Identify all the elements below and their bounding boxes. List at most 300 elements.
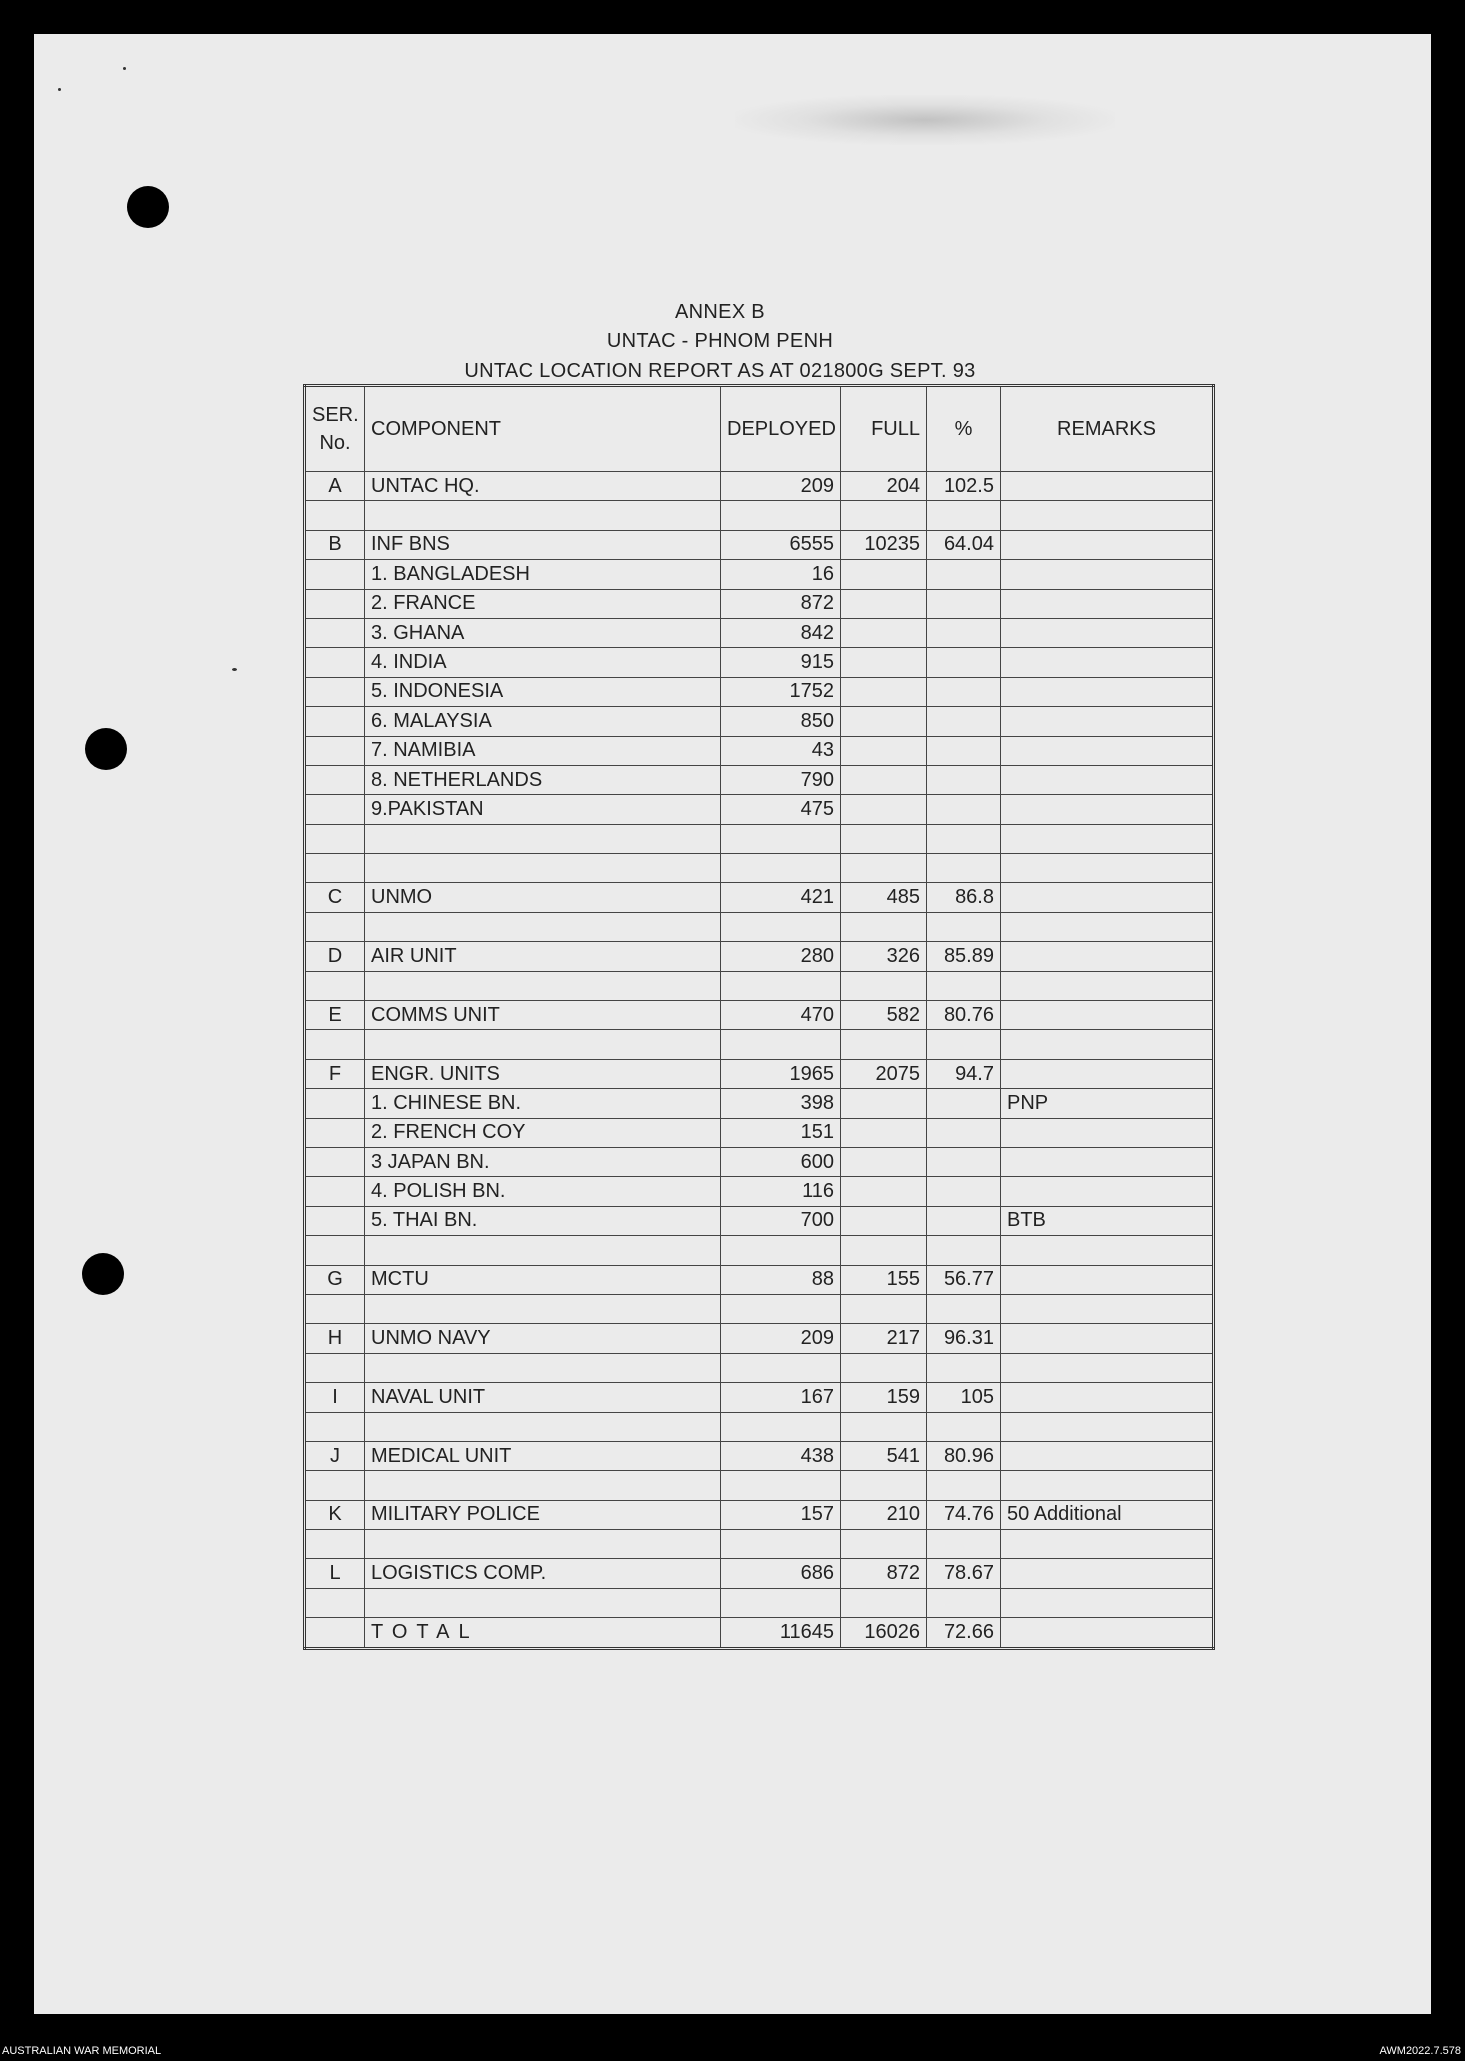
row-full-cell <box>841 589 927 618</box>
table-row <box>305 1030 1214 1059</box>
row-full-cell <box>841 1206 927 1235</box>
row-full-cell <box>841 736 927 765</box>
row-deployed-cell <box>721 1471 841 1500</box>
row-remarks-cell <box>1001 1441 1214 1470</box>
row-remarks-cell <box>1001 736 1214 765</box>
row-full-cell: 541 <box>841 1441 927 1470</box>
total-label: TOTAL <box>365 1618 721 1648</box>
row-full-cell: 10235 <box>841 530 927 559</box>
row-deployed-cell <box>721 854 841 883</box>
row-full-cell <box>841 795 927 824</box>
row-deployed-cell: 157 <box>721 1500 841 1529</box>
row-ser-cell <box>305 501 365 530</box>
row-ser-cell <box>305 1118 365 1147</box>
row-percent-cell <box>927 1294 1001 1323</box>
punch-hole-bottom <box>82 1253 124 1295</box>
photocopy-smudge <box>735 95 1115 145</box>
row-full-cell: 872 <box>841 1559 927 1588</box>
row-ser-cell <box>305 912 365 941</box>
row-percent-cell <box>927 1236 1001 1265</box>
row-remarks-cell <box>1001 707 1214 736</box>
row-ser-cell <box>305 1030 365 1059</box>
row-percent-cell <box>927 1147 1001 1176</box>
row-ser-cell <box>305 1294 365 1323</box>
row-ser-cell <box>305 971 365 1000</box>
table-row <box>305 883 1214 912</box>
row-component-cell: 1. BANGLADESH <box>365 560 721 589</box>
table-row <box>305 472 1214 501</box>
row-component-cell <box>365 854 721 883</box>
table-row <box>305 824 1214 853</box>
row-full-cell: 2075 <box>841 1059 927 1088</box>
row-component-cell: UNTAC HQ. <box>365 472 721 501</box>
row-component-cell: 7. NAMIBIA <box>365 736 721 765</box>
row-full-cell: 155 <box>841 1265 927 1294</box>
table-row <box>305 501 1214 530</box>
row-deployed-cell: 475 <box>721 795 841 824</box>
row-full-cell: 204 <box>841 472 927 501</box>
row-remarks-cell <box>1001 1001 1214 1030</box>
annex-title: ANNEX B <box>675 301 765 323</box>
row-percent-cell <box>927 824 1001 853</box>
total-remarks <box>1001 1618 1214 1648</box>
table-row <box>305 1383 1214 1412</box>
row-component-cell: MEDICAL UNIT <box>365 1441 721 1470</box>
row-deployed-cell <box>721 1030 841 1059</box>
row-component-cell: 8. NETHERLANDS <box>365 765 721 794</box>
row-percent-cell: 86.8 <box>927 883 1001 912</box>
row-deployed-cell <box>721 1588 841 1617</box>
table-row <box>305 1353 1214 1382</box>
row-component-cell: UNMO NAVY <box>365 1324 721 1353</box>
row-remarks-cell <box>1001 1177 1214 1206</box>
row-deployed-cell: 700 <box>721 1206 841 1235</box>
row-component-cell <box>365 1471 721 1500</box>
row-full-cell: 485 <box>841 883 927 912</box>
row-ser-cell: L <box>305 1559 365 1588</box>
row-remarks-cell <box>1001 1147 1214 1176</box>
row-ser-cell: C <box>305 883 365 912</box>
table-row <box>305 1441 1214 1470</box>
row-deployed-cell: 6555 <box>721 530 841 559</box>
punch-hole-middle <box>85 728 127 770</box>
row-percent-cell <box>927 589 1001 618</box>
row-percent-cell <box>927 912 1001 941</box>
row-deployed-cell <box>721 1412 841 1441</box>
table-row <box>305 1412 1214 1441</box>
row-percent-cell <box>927 1206 1001 1235</box>
row-ser-cell <box>305 1588 365 1617</box>
table-row <box>305 1588 1214 1617</box>
row-ser-cell <box>305 1177 365 1206</box>
row-deployed-cell: 280 <box>721 942 841 971</box>
row-component-cell: 4. POLISH BN. <box>365 1177 721 1206</box>
row-deployed-cell: 438 <box>721 1441 841 1470</box>
row-full-cell: 326 <box>841 942 927 971</box>
row-percent-cell: 74.76 <box>927 1500 1001 1529</box>
row-component-cell: 2. FRENCH COY <box>365 1118 721 1147</box>
row-ser-cell <box>305 824 365 853</box>
row-percent-cell <box>927 1588 1001 1617</box>
total-ser-cell <box>305 1618 365 1648</box>
row-ser-cell <box>305 736 365 765</box>
row-deployed-cell: 167 <box>721 1383 841 1412</box>
row-full-cell <box>841 1294 927 1323</box>
row-ser-cell <box>305 618 365 647</box>
row-component-cell: 1. CHINESE BN. <box>365 1089 721 1118</box>
row-percent-cell: 78.67 <box>927 1559 1001 1588</box>
row-remarks-cell <box>1001 883 1214 912</box>
table-row <box>305 1500 1214 1529</box>
row-percent-cell: 64.04 <box>927 530 1001 559</box>
row-full-cell: 210 <box>841 1500 927 1529</box>
full-header: FULL <box>841 386 927 472</box>
row-component-cell: 5. INDONESIA <box>365 677 721 706</box>
deployed-header: DEPLOYED <box>721 386 841 472</box>
row-deployed-cell: 209 <box>721 472 841 501</box>
row-ser-cell: F <box>305 1059 365 1088</box>
footer-institution: AUSTRALIAN WAR MEMORIAL <box>2 2045 162 2057</box>
row-deployed-cell: 470 <box>721 1001 841 1030</box>
row-deployed-cell: 16 <box>721 560 841 589</box>
row-component-cell <box>365 824 721 853</box>
row-ser-cell: K <box>305 1500 365 1529</box>
table-row <box>305 1236 1214 1265</box>
table-row <box>305 971 1214 1000</box>
table-row <box>305 1324 1214 1353</box>
row-percent-cell <box>927 971 1001 1000</box>
row-percent-cell: 56.77 <box>927 1265 1001 1294</box>
row-full-cell <box>841 1471 927 1500</box>
table-row <box>305 736 1214 765</box>
row-component-cell: 3. GHANA <box>365 618 721 647</box>
table-row <box>305 1530 1214 1559</box>
row-component-cell <box>365 1294 721 1323</box>
row-ser-cell <box>305 1412 365 1441</box>
row-remarks-cell <box>1001 560 1214 589</box>
row-component-cell <box>365 1236 721 1265</box>
row-full-cell <box>841 501 927 530</box>
row-component-cell: 9.PAKISTAN <box>365 795 721 824</box>
row-component-cell: MILITARY POLICE <box>365 1500 721 1529</box>
row-remarks-cell <box>1001 1559 1214 1588</box>
row-percent-cell <box>927 1530 1001 1559</box>
row-component-cell: LOGISTICS COMP. <box>365 1559 721 1588</box>
row-deployed-cell: 915 <box>721 648 841 677</box>
row-deployed-cell: 209 <box>721 1324 841 1353</box>
row-full-cell <box>841 1530 927 1559</box>
row-full-cell <box>841 912 927 941</box>
row-ser-cell <box>305 1530 365 1559</box>
row-remarks-cell <box>1001 1588 1214 1617</box>
row-full-cell <box>841 1353 927 1382</box>
row-remarks-cell <box>1001 1530 1214 1559</box>
remarks-header: REMARKS <box>1001 386 1214 472</box>
speck <box>58 88 61 91</box>
row-percent-cell <box>927 795 1001 824</box>
row-percent-cell <box>927 618 1001 647</box>
row-remarks-cell <box>1001 1030 1214 1059</box>
row-full-cell <box>841 1177 927 1206</box>
row-ser-cell <box>305 854 365 883</box>
row-full-cell <box>841 1588 927 1617</box>
row-ser-cell: J <box>305 1441 365 1470</box>
row-percent-cell <box>927 501 1001 530</box>
row-percent-cell: 96.31 <box>927 1324 1001 1353</box>
row-full-cell <box>841 765 927 794</box>
row-deployed-cell: 151 <box>721 1118 841 1147</box>
row-ser-cell <box>305 677 365 706</box>
row-ser-cell: E <box>305 1001 365 1030</box>
row-component-cell <box>365 1588 721 1617</box>
row-remarks-cell <box>1001 1324 1214 1353</box>
row-ser-cell <box>305 707 365 736</box>
total-percent: 72.66 <box>927 1618 1001 1648</box>
table-row <box>305 1059 1214 1088</box>
table-row <box>305 707 1214 736</box>
row-remarks-cell <box>1001 1471 1214 1500</box>
row-percent-cell <box>927 1030 1001 1059</box>
row-percent-cell <box>927 1177 1001 1206</box>
row-remarks-cell <box>1001 1059 1214 1088</box>
row-full-cell <box>841 677 927 706</box>
row-percent-cell: 94.7 <box>927 1059 1001 1088</box>
row-full-cell: 582 <box>841 1001 927 1030</box>
row-remarks-cell <box>1001 1412 1214 1441</box>
table-row <box>305 942 1214 971</box>
row-full-cell <box>841 1236 927 1265</box>
row-deployed-cell <box>721 971 841 1000</box>
row-ser-cell <box>305 1353 365 1382</box>
row-full-cell: 217 <box>841 1324 927 1353</box>
row-ser-cell: D <box>305 942 365 971</box>
row-deployed-cell <box>721 824 841 853</box>
row-ser-cell <box>305 1089 365 1118</box>
speck <box>232 668 237 671</box>
row-ser-cell: G <box>305 1265 365 1294</box>
row-percent-cell <box>927 1412 1001 1441</box>
row-full-cell <box>841 707 927 736</box>
table-row <box>305 1559 1214 1588</box>
row-component-cell: UNMO <box>365 883 721 912</box>
row-component-cell: 6. MALAYSIA <box>365 707 721 736</box>
table-row <box>305 1177 1214 1206</box>
row-deployed-cell: 43 <box>721 736 841 765</box>
row-remarks-cell <box>1001 971 1214 1000</box>
row-deployed-cell: 1965 <box>721 1059 841 1088</box>
row-deployed-cell: 398 <box>721 1089 841 1118</box>
row-deployed-cell: 421 <box>721 883 841 912</box>
row-remarks-cell <box>1001 1118 1214 1147</box>
total-full: 16026 <box>841 1618 927 1648</box>
row-percent-cell: 105 <box>927 1383 1001 1412</box>
row-percent-cell: 80.96 <box>927 1441 1001 1470</box>
row-full-cell <box>841 648 927 677</box>
row-component-cell <box>365 971 721 1000</box>
table-row <box>305 677 1214 706</box>
row-component-cell: 5. THAI BN. <box>365 1206 721 1235</box>
row-full-cell <box>841 854 927 883</box>
row-deployed-cell <box>721 1294 841 1323</box>
row-percent-cell: 85.89 <box>927 942 1001 971</box>
row-full-cell <box>841 971 927 1000</box>
row-remarks-cell <box>1001 1265 1214 1294</box>
row-ser-cell <box>305 648 365 677</box>
row-percent-cell <box>927 560 1001 589</box>
row-deployed-cell: 116 <box>721 1177 841 1206</box>
row-remarks-cell <box>1001 765 1214 794</box>
total-row <box>305 1618 1214 1648</box>
ser-no-header <box>305 386 365 472</box>
speck <box>123 67 126 70</box>
row-percent-cell <box>927 1471 1001 1500</box>
row-full-cell <box>841 1118 927 1147</box>
component-header: COMPONENT <box>365 386 721 472</box>
row-ser-cell: I <box>305 1383 365 1412</box>
row-remarks-cell <box>1001 1294 1214 1323</box>
row-ser-cell <box>305 1147 365 1176</box>
row-deployed-cell <box>721 1236 841 1265</box>
row-remarks-cell <box>1001 589 1214 618</box>
row-ser-cell: A <box>305 472 365 501</box>
row-component-cell: 2. FRANCE <box>365 589 721 618</box>
row-component-cell <box>365 501 721 530</box>
row-ser-cell <box>305 1471 365 1500</box>
table-row <box>305 618 1214 647</box>
row-remarks-cell <box>1001 648 1214 677</box>
row-full-cell <box>841 1147 927 1176</box>
table-row <box>305 560 1214 589</box>
row-component-cell: INF BNS <box>365 530 721 559</box>
row-remarks-cell <box>1001 854 1214 883</box>
footer-accession-number: AWM2022.7.578 <box>1379 2045 1461 2057</box>
total-deployed: 11645 <box>721 1618 841 1648</box>
row-full-cell <box>841 824 927 853</box>
table-row <box>305 795 1214 824</box>
row-remarks-cell <box>1001 1236 1214 1265</box>
row-component-cell: AIR UNIT <box>365 942 721 971</box>
row-full-cell <box>841 1030 927 1059</box>
row-percent-cell <box>927 854 1001 883</box>
row-remarks-cell <box>1001 824 1214 853</box>
location-report-table <box>303 384 1215 1650</box>
no-header-label: No. <box>319 432 351 454</box>
row-remarks-cell: PNP <box>1001 1089 1214 1118</box>
row-component-cell <box>365 1530 721 1559</box>
percent-header: % <box>927 386 1001 472</box>
row-component-cell: 4. INDIA <box>365 648 721 677</box>
row-remarks-cell <box>1001 472 1214 501</box>
table-row <box>305 1265 1214 1294</box>
row-percent-cell <box>927 1118 1001 1147</box>
table-row <box>305 1294 1214 1323</box>
row-remarks-cell <box>1001 530 1214 559</box>
table-row <box>305 1147 1214 1176</box>
table-row <box>305 1206 1214 1235</box>
table-row <box>305 1001 1214 1030</box>
table-header-row <box>305 386 1214 472</box>
row-ser-cell <box>305 795 365 824</box>
row-remarks-cell <box>1001 501 1214 530</box>
row-full-cell <box>841 560 927 589</box>
row-full-cell <box>841 618 927 647</box>
row-percent-cell <box>927 1089 1001 1118</box>
table-row <box>305 648 1214 677</box>
row-percent-cell <box>927 736 1001 765</box>
row-ser-cell <box>305 589 365 618</box>
row-component-cell: NAVAL UNIT <box>365 1383 721 1412</box>
row-component-cell: ENGR. UNITS <box>365 1059 721 1088</box>
row-percent-cell <box>927 648 1001 677</box>
table-row <box>305 1118 1214 1147</box>
row-deployed-cell <box>721 1530 841 1559</box>
table-row <box>305 1089 1214 1118</box>
row-percent-cell <box>927 677 1001 706</box>
row-full-cell <box>841 1412 927 1441</box>
row-remarks-cell: BTB <box>1001 1206 1214 1235</box>
row-remarks-cell <box>1001 795 1214 824</box>
row-full-cell <box>841 1089 927 1118</box>
row-remarks-cell <box>1001 1353 1214 1382</box>
table-row <box>305 912 1214 941</box>
table-row <box>305 854 1214 883</box>
row-remarks-cell: 50 Additional <box>1001 1500 1214 1529</box>
row-remarks-cell <box>1001 618 1214 647</box>
row-component-cell: MCTU <box>365 1265 721 1294</box>
table-row <box>305 589 1214 618</box>
row-deployed-cell: 88 <box>721 1265 841 1294</box>
row-component-cell: 3 JAPAN BN. <box>365 1147 721 1176</box>
row-ser-cell <box>305 765 365 794</box>
row-remarks-cell <box>1001 1383 1214 1412</box>
row-ser-cell: H <box>305 1324 365 1353</box>
row-deployed-cell: 790 <box>721 765 841 794</box>
ser-header-label: SER. <box>312 404 359 426</box>
row-ser-cell <box>305 1236 365 1265</box>
table-row <box>305 530 1214 559</box>
table-row <box>305 765 1214 794</box>
row-percent-cell <box>927 707 1001 736</box>
row-deployed-cell <box>721 501 841 530</box>
row-ser-cell: B <box>305 530 365 559</box>
row-component-cell <box>365 1353 721 1382</box>
row-component-cell <box>365 1030 721 1059</box>
row-remarks-cell <box>1001 677 1214 706</box>
row-component-cell <box>365 912 721 941</box>
row-percent-cell: 80.76 <box>927 1001 1001 1030</box>
row-remarks-cell <box>1001 912 1214 941</box>
row-component-cell: COMMS UNIT <box>365 1001 721 1030</box>
row-deployed-cell: 1752 <box>721 677 841 706</box>
row-deployed-cell: 600 <box>721 1147 841 1176</box>
location-subtitle: UNTAC - PHNOM PENH <box>606 330 834 352</box>
row-deployed-cell <box>721 1353 841 1382</box>
row-deployed-cell: 842 <box>721 618 841 647</box>
table-row <box>305 1471 1214 1500</box>
row-percent-cell <box>927 1353 1001 1382</box>
row-full-cell: 159 <box>841 1383 927 1412</box>
row-deployed-cell: 872 <box>721 589 841 618</box>
row-deployed-cell: 686 <box>721 1559 841 1588</box>
row-percent-cell: 102.5 <box>927 472 1001 501</box>
row-deployed-cell <box>721 912 841 941</box>
row-percent-cell <box>927 765 1001 794</box>
punch-hole-top <box>127 186 169 228</box>
report-title: UNTAC LOCATION REPORT AS AT 021800G SEPT. 93 <box>464 360 976 382</box>
row-ser-cell <box>305 1206 365 1235</box>
row-component-cell <box>365 1412 721 1441</box>
row-remarks-cell <box>1001 942 1214 971</box>
